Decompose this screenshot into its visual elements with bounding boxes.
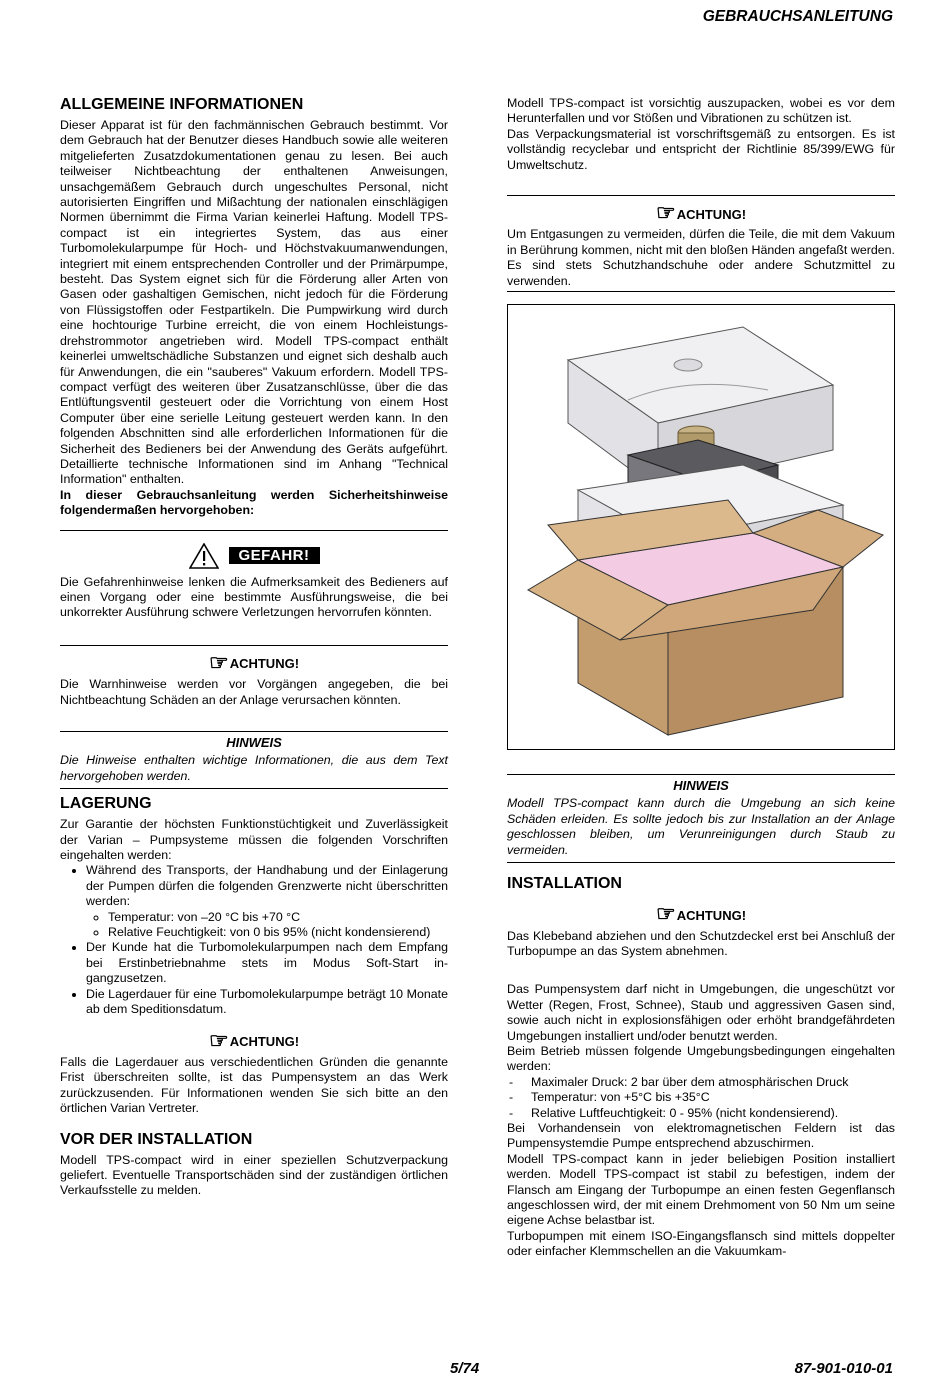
divider	[60, 731, 448, 732]
divider	[507, 195, 895, 196]
list-item: ◦ Relative Feuchtigkeit: von 0 bis 95% (nicht kondensierend)	[108, 925, 448, 940]
achtung-heading-3	[507, 200, 895, 226]
gefahr-text: Die Gefahrenhinweise lenken die Aufmerksamkeit des Bedieners auf einen Vorgang oder eine bestimmte Ausführungsweise, die bei unkorrekter Ausführung schwere Verletzungen hervorrufen könnten.	[60, 574, 448, 620]
pointing-hand-icon: ☞	[655, 901, 676, 927]
install-paragraph-2: Beim Betrieb müssen folgende Umgebungsbedingungen eingehalten werden:	[507, 1043, 895, 1074]
intro-paragraph-1: Modell TPS-compact ist vorsichtig auszupacken, wobei es vor dem Herunterfallen und vor Stößen und Vibrationen zu schützen ist.	[507, 96, 895, 126]
achtung-text-1: Die Warnhinweise werden vor Vorgängen angegeben, die bei Nichtbeachtung Schäden an der Anlage verursachen könnten.	[60, 677, 448, 707]
achtung-heading-2	[60, 1027, 448, 1053]
divider	[60, 788, 448, 789]
page-number: 5/74	[450, 1360, 480, 1377]
hinweis-text-1: Die Hinweise enthalten wichtige Informationen, die aus dem Text hervorgehoben werden.	[60, 753, 448, 783]
gefahr-label: GEFAHR!	[229, 547, 320, 564]
divider	[60, 530, 448, 531]
list-item: - Temperatur: von +5°C bis +35°C	[507, 1090, 895, 1105]
install-paragraph-5: Turbopumpen mit einem ISO-Eingangsflansch sind mittels doppelter oder einfacher Klemmschellen an die Vakuumkam-	[507, 1228, 895, 1259]
divider	[60, 645, 448, 646]
install-paragraph-4: Modell TPS-compact kann in jeder beliebigen Position installiert werden. Modell TPS-compact ist stabil zu befestigen, indem der Flansch am Eingang der Turbopumpe an einen festen Gegenflansch angeschlossen wird, der mit einem Drehmoment von 50 Nm um seine eigene Achse belastbar ist.	[507, 1151, 895, 1228]
list-item: ◦ Temperatur: von –20 °C bis +70 °C	[108, 910, 448, 925]
section-title-lagerung: LAGERUNG	[60, 795, 152, 813]
achtung-label-2: ACHTUNG!	[229, 1034, 300, 1050]
warning-triangle-icon	[189, 543, 219, 569]
pointing-hand-icon: ☞	[208, 1027, 229, 1053]
list-item: • Der Kunde hat die Turbomolekularpumpen nach dem Empfang bei Erstinbetriebnahme stets im Modus Soft-Start in-gangzusetzen.	[86, 940, 448, 986]
pointing-hand-icon: ☞	[655, 200, 676, 226]
hinweis-text-2: Modell TPS-compact kann durch die Umgebung an sich keine Schäden erleiden. Es sollte jedoch bis zur Installation an der Anlage geschlossen bleiben, um Verunreinigungen durch Staub zu vermeiden.	[507, 796, 895, 857]
right-column	[507, 96, 895, 1260]
achtung-label-3: ACHTUNG!	[676, 206, 747, 222]
document-number: 87-901-010-01	[794, 1360, 893, 1377]
achtung-text-2: Falls die Lagerdauer aus verschiedentlichen Gründen die genannte Frist überschreiten sollte, ist das Pumpensystem an das Werk zurückzusenden. Für Informationen wenden Sie sich bitte an den örtlichen Varian Vertreter.	[60, 1054, 448, 1116]
achtung-text-3: Um Entgasungen zu vermeiden, dürfen die Teile, die mit dem Vakuum in Berührung kommen, nicht mit den bloßen Händen angefaßt werden. Es sind stets Schutzhandschuhe oder andere Schutzmittel zu verwenden.	[507, 227, 895, 288]
packaging-illustration	[507, 304, 895, 750]
allgemein-paragraph: Dieser Apparat ist für den fachmännischen Gebrauch bestimmt. Vor dem Gebrauch hat der Benutzer dieses Handbuch sowie alle weiteren mitgelieferten Zusatzdokumentationen genau zu lesen. Bei auch teilweiser Nichtbeachtung der enthaltenen Anweisungen, unsachgemäßem Gebrauch durch ungeschultes Personal, nicht autorisierten Eingriffen und Mißachtung der nationalen einschlägigen Normen übernimmt die Firma Varian keinerlei Haftung. Modell TPS-compact ist ein integriertes System, das aus einer Turbomolekularpumpe für Hoch- und Höchstvakuumanwendungen, integriert mit einem entsprechenden Controller und der Primärpumpe, besteht. Das System eignet sich für die Förderung aller Arten von Gasen oder gashaltigen Gemischen, nicht jedoch für die Förderung von Flüssigstoffen oder Festpartikeln. Die Pumpwirkung wird durch eine hochtourige Turbine erreicht, die von einem Hochleistungs-drehstrommotor angetrieben wird. Modell TPS-compact enthält keinerlei umweltschädliche Substanzen und eignet sich deshalb auch für Anwendungen, die ein "sauberes" Vakuum erfordern. Modell TPS-compact verfügt des weiteren über Zusatzanschlüsse, über die das Entlüftungsventil gesteuert oder die Vorrichtung von einem Host Computer über eine serielle Leitung gesteuert werden kann. In den folgenden Abschnitten sind alle erforderlichen Informationen für die Sicherheit des Bedieners bei der Anwendung des Geräts aufgeführt. Detaillierte technische Informationen sind im Anhang "Technical Information" enthalten.	[60, 118, 448, 487]
divider	[507, 862, 895, 863]
install-conditions-list	[507, 1075, 895, 1121]
achtung-text-4: Das Klebeband abziehen und den Schutzdeckel erst bei Anschluß der Turbopumpe an das System abnehmen.	[507, 928, 895, 958]
achtung-heading-1	[60, 649, 448, 675]
allgemein-bold-paragraph: In dieser Gebrauchsanleitung werden Sicherheitshinweise folgendermaßen hervorgehoben:	[60, 487, 448, 518]
hinweis-label-2: HINWEIS	[673, 778, 729, 794]
hinweis-label-1: HINWEIS	[226, 735, 282, 750]
divider	[507, 774, 895, 775]
section-title-allgemein: ALLGEMEINE INFORMATIONEN	[60, 96, 304, 113]
divider	[507, 291, 895, 292]
left-column	[60, 96, 448, 1199]
list-item: • Die Lagerdauer für eine Turbomolekularpumpe beträgt 10 Monate ab dem Speditionsdatum.	[86, 987, 448, 1018]
gefahr-heading	[60, 543, 448, 569]
lagerung-sublist	[86, 910, 448, 941]
lagerung-paragraph: Zur Garantie der höchsten Funktionstüchtigkeit und Zuverlässigkeit der Varian – Pumpsysteme müssen die folgenden Vorschriften eingehalten werden:	[60, 817, 448, 863]
intro-paragraph-2: Das Verpackungsmaterial ist vorschriftsgemäß zu entsorgen. Es ist vollständig recyclebar und entspricht der Richtlinie 85/399/EWG für Umweltschutz.	[507, 126, 895, 172]
section-title-installation: INSTALLATION	[507, 875, 622, 893]
lagerung-list	[60, 863, 448, 1017]
pointing-hand-icon: ☞	[208, 649, 229, 675]
achtung-label-1: ACHTUNG!	[229, 656, 300, 672]
section-title-vor-installation: VOR DER INSTALLATION	[60, 1130, 253, 1148]
install-paragraph-3: Bei Vorhandensein von elektromagnetischen Feldern ist das Pumpensystemdie Pumpe entsprechend abzuschirmen.	[507, 1120, 895, 1151]
pump-in-box-image	[508, 305, 894, 749]
list-item-text: Während des Transports, der Handhabung und der Einlagerung der Pumpen dürfen die folgenden Grenzwerte nicht überschritten werden:	[86, 863, 448, 909]
list-item	[86, 863, 448, 940]
page-header-title: GEBRAUCHSANLEITUNG	[702, 8, 893, 25]
achtung-label-4: ACHTUNG!	[676, 907, 747, 923]
install-paragraph-1: Das Pumpensystem darf nicht in Umgebungen, die ungeschützt vor Wetter (Regen, Frost, Schnee), Staub und aggressiven Gasen sind, sowie auch nicht in explosionsfähigen oder erhöht brandgefährdeten Umgebungen installiert und/oder benutzt werden.	[507, 982, 895, 1043]
list-item: - Maximaler Druck: 2 bar über dem atmosphärischen Druck	[507, 1075, 895, 1090]
vor-installation-paragraph: Modell TPS-compact wird in einer speziellen Schutzverpackung geliefert. Eventuelle Transportschäden sind der zuständigen örtlichen Verkaufsstelle zu melden.	[60, 1152, 448, 1198]
list-item: - Relative Luftfeuchtigkeit: 0 - 95% (nicht kondensierend).	[507, 1106, 895, 1121]
achtung-heading-4	[507, 901, 895, 927]
